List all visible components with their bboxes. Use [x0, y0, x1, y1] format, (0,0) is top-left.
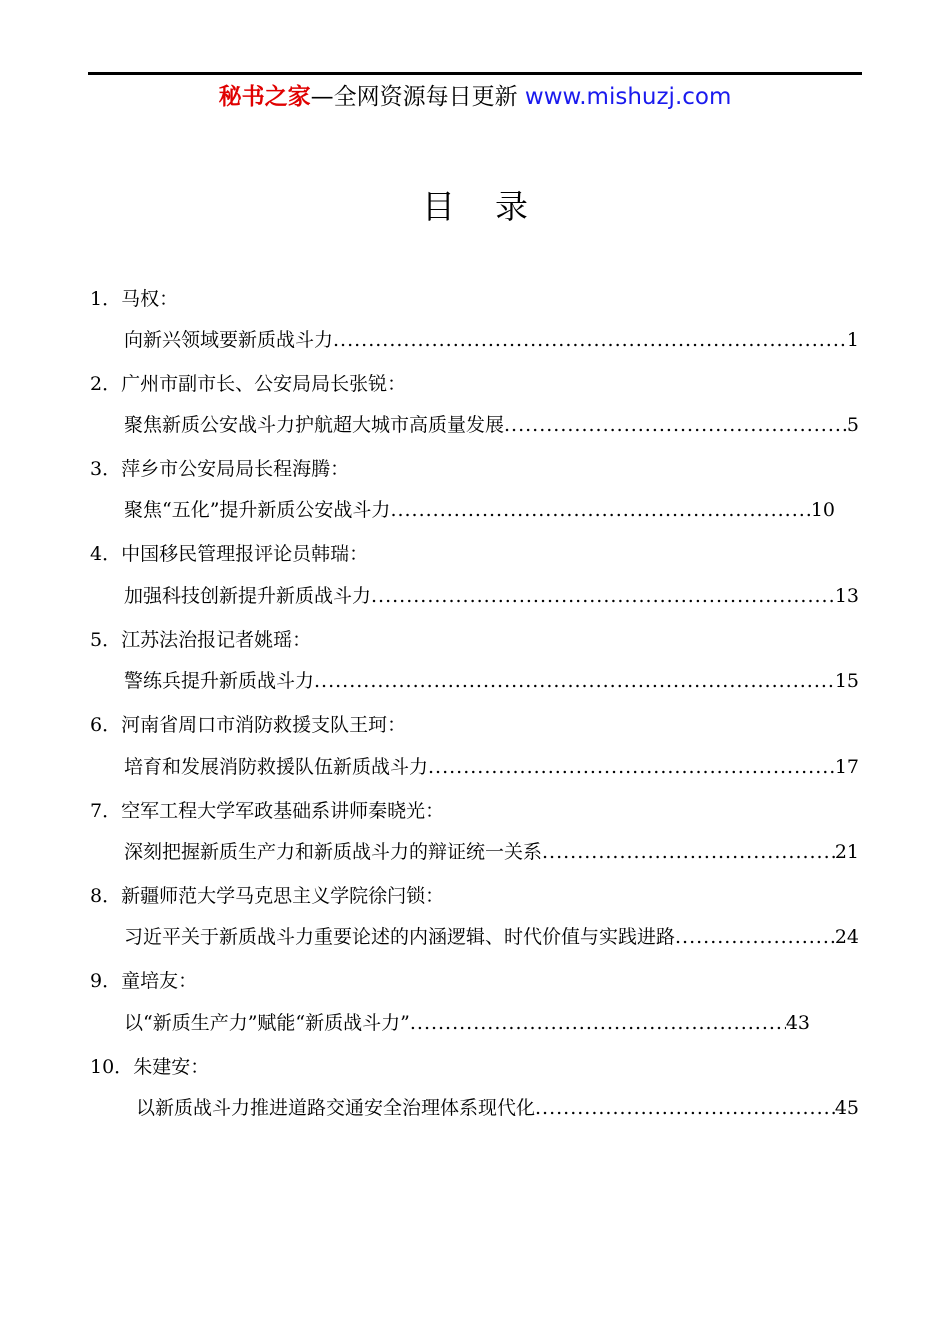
- toc-number: 2．: [90, 373, 122, 395]
- toc-page-number: 43: [785, 1012, 810, 1034]
- toc-entry-link[interactable]: [124, 410, 859, 440]
- toc-entry-title: 加强科技创新提升新质战斗力: [124, 585, 372, 607]
- dot-leader: [535, 1093, 835, 1123]
- toc-author-row: [90, 966, 197, 996]
- toc-author: 中国移民管理报评论员韩瑞：: [121, 543, 369, 565]
- toc-entry-title: 习近平关于新质战斗力重要论述的内涵逻辑、时代价值与实践进路: [124, 926, 676, 948]
- header-rule: [88, 72, 862, 75]
- toc-page-number: 1: [846, 329, 859, 351]
- toc-number: 5．: [90, 629, 122, 651]
- toc-author: 童培友：: [121, 970, 198, 992]
- dot-leader: [333, 325, 847, 355]
- toc-author-row: [90, 454, 349, 484]
- dot-leader: [314, 666, 835, 696]
- toc-author: 萍乡市公安局局长程海腾：: [121, 458, 350, 480]
- toc-entry-title: 聚焦新质公安战斗力护航超大城市高质量发展: [124, 414, 505, 436]
- toc-number: 7．: [90, 800, 122, 822]
- toc-entry-title: 警练兵提升新质战斗力: [124, 670, 315, 692]
- toc-author-row: [90, 369, 406, 399]
- toc-entry-title: 聚焦“五化”提升新质公安战斗力: [124, 499, 391, 521]
- toc-number: 9．: [90, 970, 122, 992]
- toc-author: 广州市副市长、公安局局长张锐：: [121, 373, 407, 395]
- toc-number: 4．: [90, 543, 122, 565]
- site-url-link[interactable]: www.mishuzj.com: [524, 84, 732, 110]
- toc-title: 目录: [422, 187, 568, 226]
- toc-entry-title: 以新质战斗力推进道路交通安全治理体系现代化: [136, 1097, 536, 1119]
- toc-entry-link[interactable]: [124, 581, 859, 611]
- toc-entry-link[interactable]: [124, 495, 835, 525]
- toc-author: 马权：: [121, 288, 179, 310]
- toc-author-row: [90, 796, 444, 826]
- site-banner: [0, 80, 950, 114]
- toc-author-row: [90, 1052, 209, 1082]
- brand-name: 秘书之家: [218, 84, 311, 110]
- toc-entry-title: 以“新质生产力”赋能“新质战斗力”: [124, 1012, 410, 1034]
- toc-page-number: 13: [834, 585, 859, 607]
- toc-author-row: [90, 625, 311, 655]
- toc-author: 空军工程大学军政基础系讲师秦晓光：: [121, 800, 445, 822]
- toc-author-row: [90, 539, 368, 569]
- dot-leader: [371, 581, 835, 611]
- dot-leader: [675, 922, 835, 952]
- dot-leader: [542, 837, 835, 867]
- dot-leader: [504, 410, 847, 440]
- toc-author-row: [90, 881, 444, 911]
- toc-entry-link[interactable]: [124, 1008, 810, 1038]
- toc-number: 1．: [90, 288, 122, 310]
- toc-entry-link[interactable]: [124, 837, 859, 867]
- toc-entry-link[interactable]: [124, 922, 859, 952]
- toc-author: 河南省周口市消防救援支队王珂：: [121, 714, 407, 736]
- toc-author: 江苏法治报记者姚瑶：: [121, 629, 312, 651]
- toc-entry-link[interactable]: [124, 325, 859, 355]
- toc-entry-link[interactable]: [124, 666, 859, 696]
- toc-page-number: 45: [834, 1097, 859, 1119]
- toc-number: 8．: [90, 885, 122, 907]
- dot-leader: [428, 752, 835, 782]
- banner-slogan: 全网资源每日更新: [333, 84, 518, 110]
- toc-number: 10．: [90, 1056, 134, 1078]
- toc-page-number: 17: [834, 756, 859, 778]
- toc-author: 新疆师范大学马克思主义学院徐闩锁：: [121, 885, 445, 907]
- toc-entry-title: 深刻把握新质生产力和新质战斗力的辩证统一关系: [124, 841, 543, 863]
- toc-number: 6．: [90, 714, 122, 736]
- dot-leader: [390, 495, 810, 525]
- toc-author-row: [90, 284, 178, 314]
- toc-entry-link[interactable]: [136, 1093, 859, 1123]
- toc-page-number: 21: [834, 841, 859, 863]
- toc-page-number: 15: [834, 670, 859, 692]
- toc-page-number: 5: [846, 414, 859, 436]
- banner-dash: —: [310, 84, 334, 110]
- toc-page-number: 10: [810, 499, 835, 521]
- toc-author: 朱建安：: [133, 1056, 210, 1078]
- toc-page-number: 24: [834, 926, 859, 948]
- toc-entry-link[interactable]: [124, 752, 859, 782]
- toc-entry-title: 培育和发展消防救援队伍新质战斗力: [124, 756, 429, 778]
- toc-entry-title: 向新兴领域要新质战斗力: [124, 329, 334, 351]
- toc-number: 3．: [90, 458, 122, 480]
- dot-leader: [410, 1008, 786, 1038]
- toc-author-row: [90, 710, 406, 740]
